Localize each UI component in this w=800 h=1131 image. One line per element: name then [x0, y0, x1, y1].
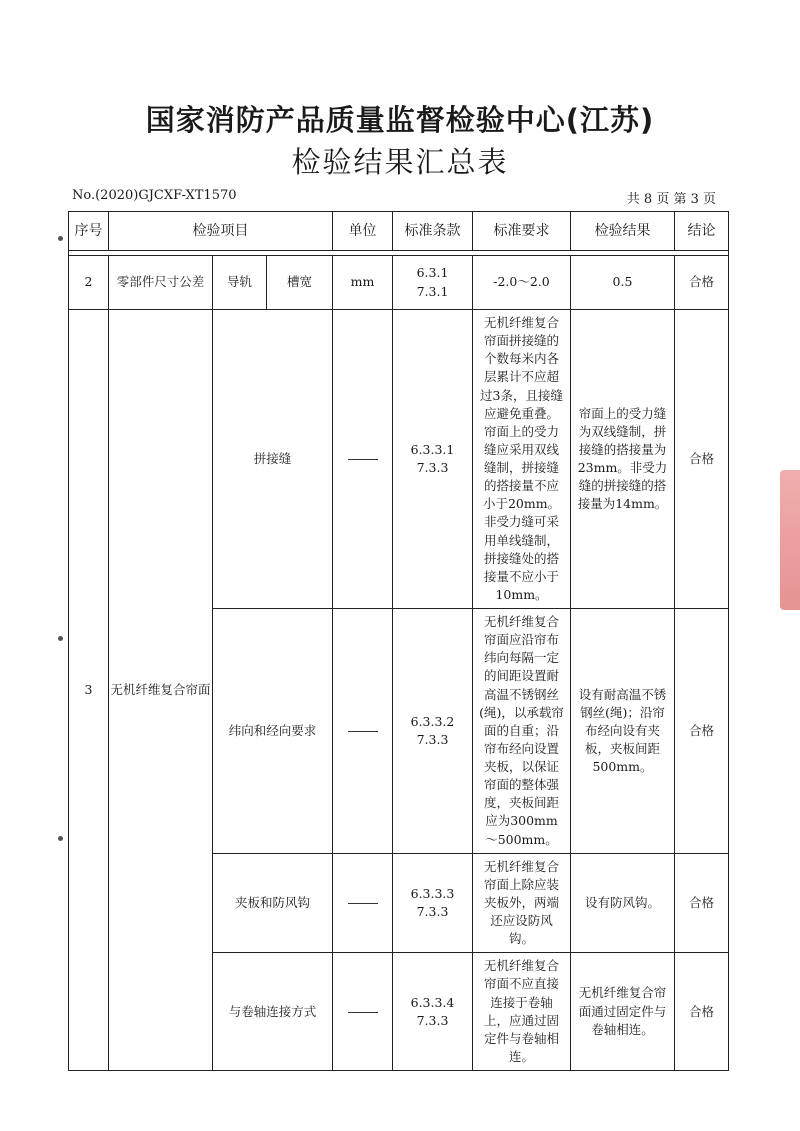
clause-a: 6.3.3.3: [410, 885, 455, 901]
clause-b: 7.3.3: [416, 731, 449, 747]
row-item: 零部件尺寸公差: [109, 256, 213, 310]
row-result: 设有防风钩。: [571, 853, 675, 953]
row-subitem: 与卷轴连接方式: [213, 953, 333, 1071]
document-title: 国家消防产品质量监督检验中心(江苏): [145, 103, 655, 137]
dash-mark: [348, 731, 378, 732]
row-conclusion: 合格: [675, 953, 729, 1071]
row-unit: [333, 953, 393, 1071]
row-subitem: 槽宽: [267, 256, 333, 310]
col-header-unit: 单位: [333, 212, 393, 251]
page-info: 共 8 页 第 3 页: [626, 192, 716, 207]
punch-hole-mark: [58, 636, 63, 641]
row-conclusion: 合格: [675, 609, 729, 854]
dash-mark: [348, 903, 378, 904]
row-clause: [393, 310, 473, 609]
row-requirement: 无机纤维复合帘面不应直接连接于卷轴上，应通过固定件与卷轴相连。: [473, 953, 571, 1071]
row-unit: [333, 609, 393, 854]
dash-mark: [348, 1012, 378, 1013]
row-seq: 3: [69, 310, 109, 1071]
clause-b: 7.3.3: [416, 1012, 449, 1028]
row-clause: [393, 256, 473, 310]
col-header-seq: 序号: [69, 212, 109, 251]
row-part: 导轨: [213, 256, 267, 310]
col-header-requirement: 标准要求: [473, 212, 571, 251]
dash-mark: [348, 459, 378, 460]
row-clause: [393, 953, 473, 1071]
clause-a: 6.3.3.1: [410, 441, 455, 457]
row-subitem: 拼接缝: [213, 310, 333, 609]
table-row: [69, 310, 729, 609]
table-row: [69, 256, 729, 310]
report-number: No.(2020)GJCXF-XT1570: [72, 188, 237, 203]
clause-b: 7.3.3: [416, 460, 449, 475]
row-requirement: -2.0～2.0: [473, 256, 571, 310]
row-clause: [393, 853, 473, 953]
col-header-item: 检验项目: [109, 212, 333, 251]
clause-b: 7.3.1: [416, 283, 449, 299]
row-subitem: 夹板和防风钩: [213, 853, 333, 953]
results-table: [68, 211, 729, 1071]
row-unit: [333, 310, 393, 609]
red-seal-edge: [780, 470, 800, 610]
row-clause: [393, 609, 473, 854]
clause-a: 6.3.1: [416, 265, 449, 281]
col-header-conclusion: 结论: [675, 212, 729, 251]
row-requirement: 无机纤维复合帘面拼接缝的个数每米内各层累计不应超过3条，且接缝应避免重叠。帘面上的受力缝应采用双线缝制，拼接缝的搭接量不应小于20mm。非受力缝可采用单线缝制，拼接缝处的搭接量不应小于10mm。: [473, 310, 571, 609]
col-header-clause: 标准条款: [393, 212, 473, 251]
row-result: 帘面上的受力缝为双线缝制，拼接缝的搭接量为23mm。非受力缝的拼接缝的搭接量为14mm。: [571, 310, 675, 609]
clause-a: 6.3.3.2: [410, 713, 455, 729]
row-unit: [333, 853, 393, 953]
row-requirement: 无机纤维复合帘面应沿帘布纬向每隔一定的间距设置耐高温不锈钢丝(绳)，以承载帘面的自重；沿帘布经向设置夹板，以保证帘面的整体强度，夹板间距应为300mm～500mm。: [473, 609, 571, 854]
row-subitem: 纬向和经向要求: [213, 609, 333, 854]
clause-a: 6.3.3.4: [410, 994, 455, 1010]
table-header-row: [69, 212, 729, 251]
col-header-result: 检验结果: [571, 212, 675, 251]
row-item: 无机纤维复合帘面: [109, 310, 213, 1071]
row-requirement: 无机纤维复合帘面上除应装夹板外，两端还应设防风钩。: [473, 853, 571, 953]
punch-hole-mark: [58, 236, 63, 241]
row-result: 0.5: [571, 256, 675, 310]
punch-hole-mark: [58, 836, 63, 841]
row-unit: mm: [333, 256, 393, 310]
row-result: 设有耐高温不锈钢丝(绳)；沿帘布经向设有夹板，夹板间距500mm。: [571, 609, 675, 854]
row-conclusion: 合格: [675, 310, 729, 609]
row-result: 无机纤维复合帘面通过固定件与卷轴相连。: [571, 953, 675, 1071]
row-conclusion: 合格: [675, 256, 729, 310]
row-conclusion: 合格: [675, 853, 729, 953]
row-seq: 2: [69, 256, 109, 310]
document-subtitle: 检验结果汇总表: [291, 145, 509, 179]
clause-b: 7.3.3: [416, 903, 449, 919]
